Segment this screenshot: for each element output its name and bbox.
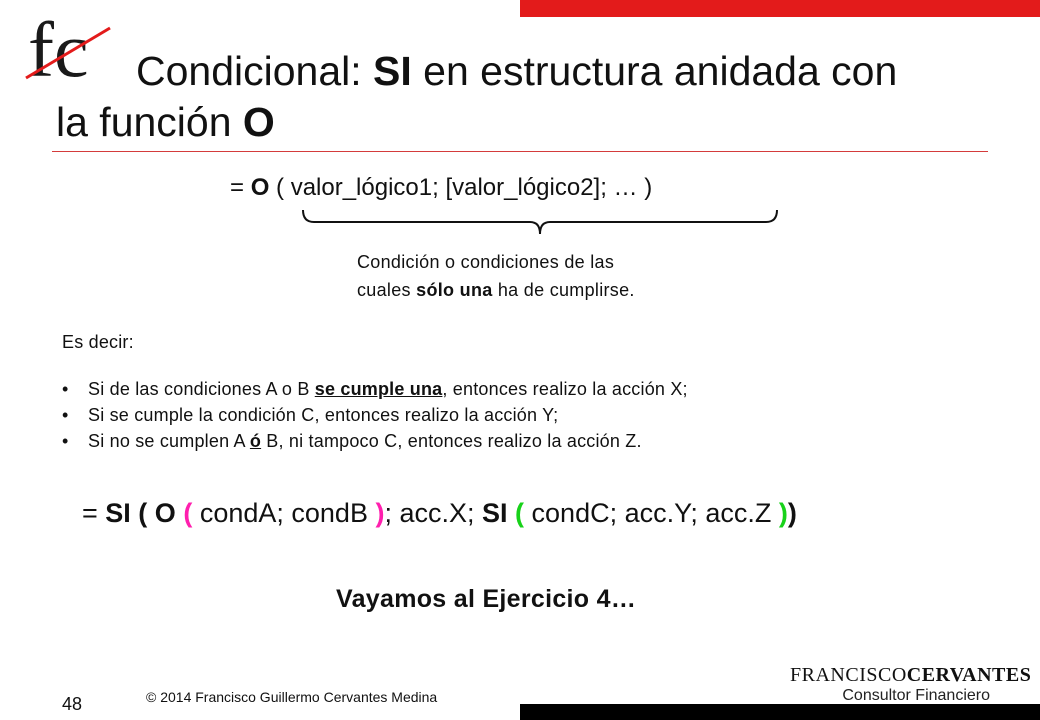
- page-number: 48: [62, 694, 83, 714]
- bottom-accent-bar: [520, 704, 1040, 720]
- nested-formula: = SI ( O ( condA; condB ); acc.X; SI ( condC; acc.Y; acc.Z )): [82, 498, 797, 528]
- or-function-syntax: = O ( valor_lógico1; [valor_lógico2]; … ): [230, 174, 653, 201]
- curly-brace: [300, 208, 780, 236]
- brand-tagline: Consultor Financiero: [842, 687, 990, 704]
- brand-signature: [790, 664, 1030, 705]
- top-accent-bar: [520, 0, 1040, 17]
- condition-note: Condición o condiciones de las cuales sólo una ha de cumplirse.: [357, 252, 635, 300]
- title-divider: [52, 151, 988, 152]
- list-item: • Si de las condiciones A o B se cumple una, entonces realizo la acción X;: [62, 379, 688, 399]
- bullet-list: [62, 376, 962, 454]
- brand-name: FRANCISCOCERVANTES: [790, 664, 1032, 686]
- exercise-call-to-action: Vayamos al Ejercicio 4…: [336, 585, 637, 613]
- svg-text:fc: fc: [28, 8, 89, 93]
- copyright-notice: © 2014 Francisco Guillermo Cervantes Medina: [146, 689, 438, 705]
- intro-text: Es decir:: [62, 332, 134, 352]
- list-item: • Si se cumple la condición C, entonces realizo la acción Y;: [62, 405, 559, 425]
- slide-title: Condicional: SI en estructura anidada con la función O: [56, 48, 898, 145]
- list-item: • Si no se cumplen A ó B, ni tampoco C, entonces realizo la acción Z.: [62, 431, 642, 451]
